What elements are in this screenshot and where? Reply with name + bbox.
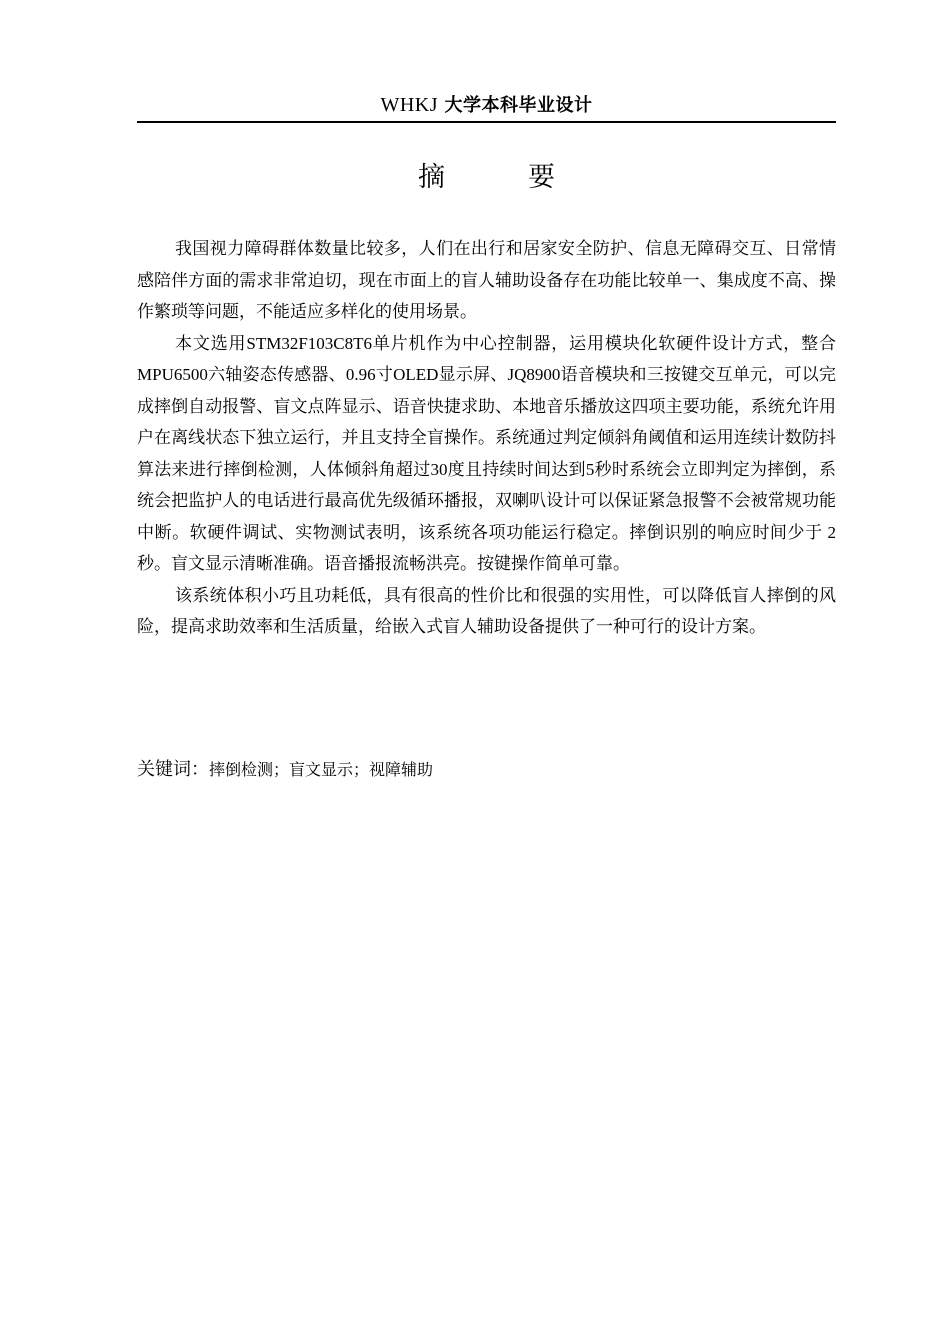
header-org: WHKJ <box>380 94 438 116</box>
abstract-paragraph-2: 本文选用STM32F103C8T6单片机作为中心控制器，运用模块化软硬件设计方式，整合MPU6500六轴姿态传感器、0.96寸OLED显示屏、JQ8900语音模块和三按键交互单元，可以完成摔倒自动报警、盲文点阵显示、语音快捷求助、本地音乐播放这四项主要功能，系统允许用户在离线状态下独立运行，并且支持全盲操作。系统通过判定倾斜角阈值和运用连续计数防抖算法来进行摔倒检测，人体倾斜角超过30度且持续时间达到5秒时系统会立即判定为摔倒，系统会把监护人的电话进行最高优先级循环播报，双喇叭设计可以保证紧急报警不会被常规功能中断。软硬件调试、实物测试表明，该系统各项功能运行稳定。摔倒识别的响应时间少于 2 秒。盲文显示清晰准确。语音播报流畅洪亮。按键操作简单可靠。 <box>137 333 836 573</box>
keywords-label: 关键词： <box>137 759 209 780</box>
keywords-text: 摔倒检测；盲文显示；视障辅助 <box>209 760 434 779</box>
keywords-line <box>137 756 836 784</box>
header-divider <box>137 121 836 123</box>
abstract-title: 摘 要 <box>418 162 583 193</box>
header-school: 大学本科毕业设计 <box>444 95 593 116</box>
page-header <box>137 92 836 119</box>
abstract-body <box>137 233 836 643</box>
abstract-paragraph-3: 该系统体积小巧且功耗低，具有很高的性价比和很强的实用性，可以降低盲人摔倒的风险，提高求助效率和生活质量，给嵌入式盲人辅助设备提供了一种可行的设计方案。 <box>137 585 836 636</box>
abstract-paragraph-1: 我国视力障碍群体数量比较多，人们在出行和居家安全防护、信息无障碍交互、日常情感陪伴方面的需求非常迫切，现在市面上的盲人辅助设备存在功能比较单一、集成度不高、操作繁琐等问题，不能适应多样化的使用场景。 <box>137 239 836 321</box>
